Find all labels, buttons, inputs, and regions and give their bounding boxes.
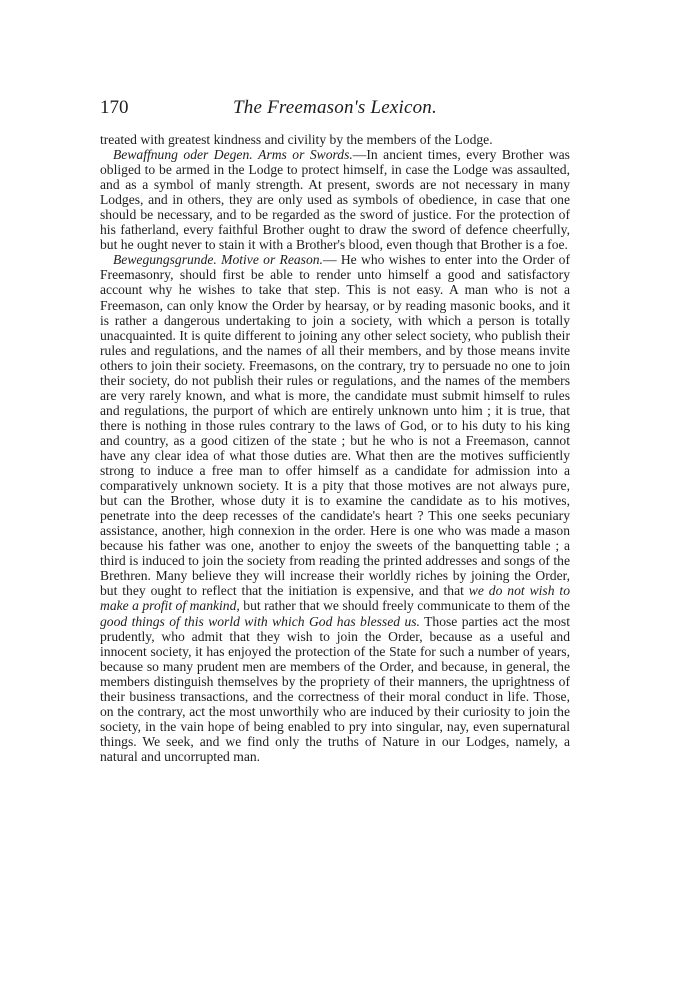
paragraph-continuation xyxy=(100,132,570,147)
entry-bewegungsgrunde xyxy=(100,252,570,764)
entry-term: Bewaffnung oder Degen. xyxy=(113,147,253,163)
book-page xyxy=(100,96,570,764)
running-head xyxy=(100,96,570,124)
entry-translation: Arms or Swords. xyxy=(258,147,353,163)
entry-italic-phrase-2: good things of this world with which God has blessed us. xyxy=(100,613,420,629)
entry-text: — He who wishes to enter into the Order of Freemasonry, should first be able to render unto himself a good and satisfactory account why he wishes to take that step. This is not easy. A man who is not a Freemason, can only know the Order by hearsay, or by reading masonic books, and it is rather a dangerous undertaking to join a society, with which a person is totally unacquainted. It is quite different to joining any other select society, who publish their rules and regulations, and the names of all their members, and by those means invite others to join their society. Freemasons, on the contrary, try to persuade no one to join their society, do not publish their rules or regulations, and the names of the members are very rarely known, and what is more, the candidate must submit himself to rules and regulations, the purport of which are entirely unknown unto him ; it is true, that there is nothing in those rules contrary to the laws of God, or to his duty to his king and country, as a good citizen of the state ; but he who is not a Freemason, cannot have any clear idea of what those duties are. What then are the motives sufficiently strong to induce a free man to offer himself as a candidate for admission into a comparatively unknown society. It is a pity that those motives are not always pure, but can the Brother, whose duty it is to examine the candidate as to his motives, penetrate into the deep recesses of the candidate's heart ? This one seeks pecuniary assistance, another, high connexion in the order. Here is one who was made a mason because his father was one, another to enjoy the sweets of the banquetting table ; a third is induced to join the society from reading the printed addresses and songs of the Brethren. Many believe they will increase their worldly riches by joining the Order, but they ought to reflect that the initiation is expensive, and that xyxy=(100,252,570,599)
running-title: The Freemason's Lexicon. xyxy=(233,97,437,118)
paragraph-text: treated with greatest kindness and civility by the members of the Lodge. xyxy=(100,132,493,147)
entry-term: Bewegungsgrunde. xyxy=(113,252,217,268)
entry-bewaffnung xyxy=(100,147,570,252)
entry-translation: Motive or Reason. xyxy=(221,252,323,268)
entry-italic-phrase: we do not wish to make a profit of mankind, xyxy=(100,583,570,614)
body-text xyxy=(100,132,570,764)
entry-text-continued: but rather that we should freely communicate to them of the xyxy=(243,598,570,614)
entry-text-end: Those parties act the most prudently, who admit that they wish to join the Order, because as a useful and innocent society, it has enjoyed the protection of the State for such a number of years, because so many prudent men are members of the Order, and because, in general, the members distinguish themselves by the propriety of their manners, the uprightness of their business transactions, and the correctness of their moral conduct in life. Those, on the contrary, act the most unworthily who are induced by their curiosity to join the society, in the vain hope of being enabled to pry into singular, nay, even supernatural things. We seek, and we find only the truths of Nature in our Lodges, namely, a natural and uncorrupted man. xyxy=(100,613,570,764)
page-number: 170 xyxy=(100,97,129,118)
entry-text: —In ancient times, every Brother was obliged to be armed in the Lodge to protect himself, in case the Lodge was assaulted, and as a symbol of manly strength. At present, swords are not necessary in many Lodges, and in others, they are only used as symbols of obedience, in case that one should be necessary, and to be regarded as the sword of justice. For the protection of his fatherland, every faithful Brother ought to draw the sword of defence cheerfully, but he ought never to stain it with a Brother's blood, even though that Brother is a foe. xyxy=(100,147,570,253)
